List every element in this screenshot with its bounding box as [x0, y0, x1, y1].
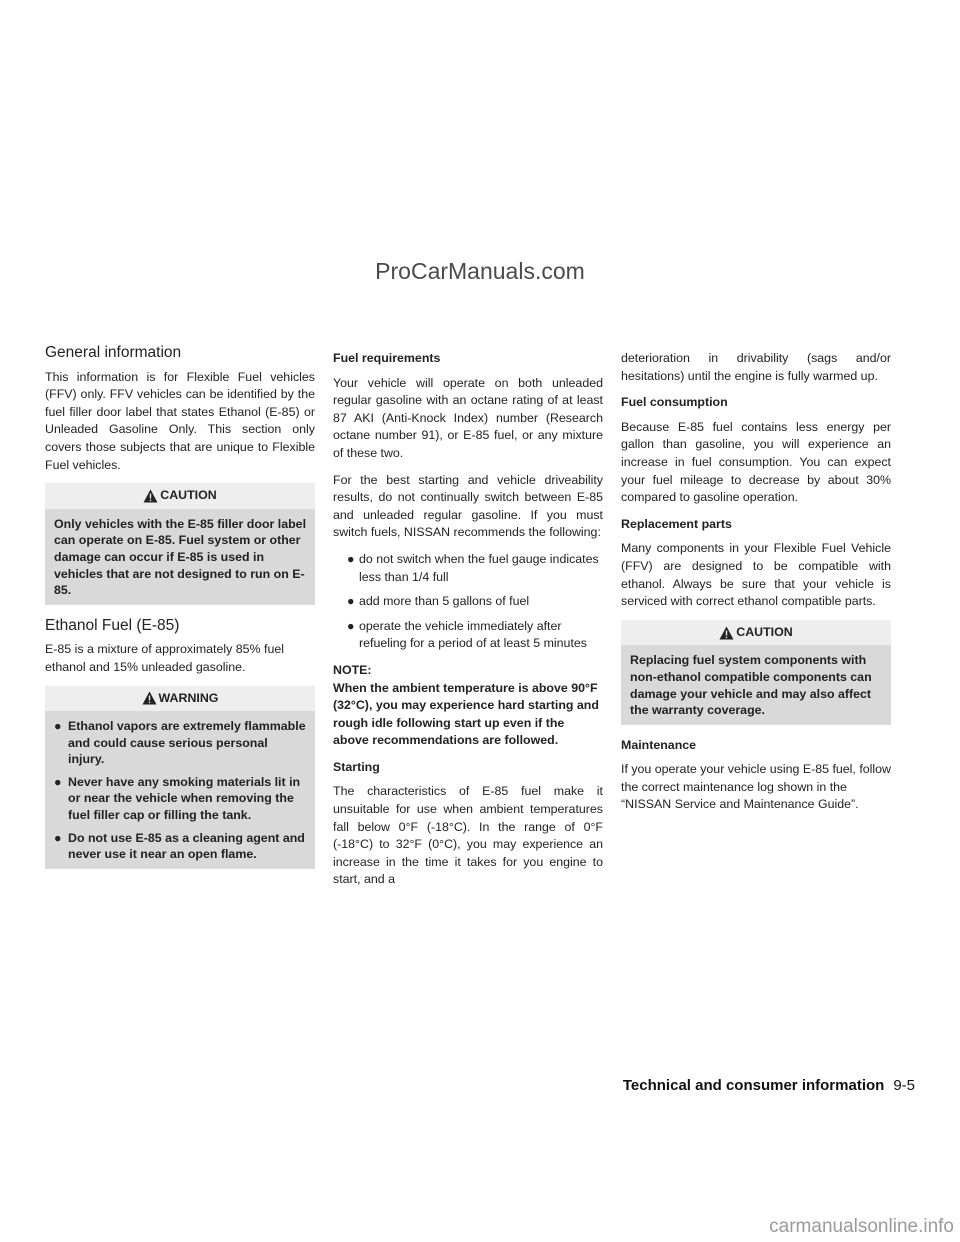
ethanol-fuel-heading: Ethanol Fuel (E-85)	[45, 616, 180, 634]
continued-text: deterioration in drivability (sags and/or hesitations) until the engine is fully warmed up.	[621, 351, 891, 383]
maintenance-heading: Maintenance	[621, 737, 697, 752]
bullet-icon: ●	[54, 774, 62, 789]
warning-item: ● Do not use E-85 as a cleaning agent and never use it near an open flame.	[54, 830, 305, 862]
fuel-consumption-heading: Fuel consumption	[621, 395, 728, 410]
warning-body	[45, 711, 315, 869]
recommendations-list	[333, 551, 603, 653]
list-item: ● do not switch when the fuel gauge indicates less than 1/4 full	[347, 551, 599, 584]
general-info-text: This information is for Flexible Fuel vehicles (FFV) only. FFV vehicles can be identified by the fuel filler door label that states Ethanol (E-85) or Unleaded Gasoline Only. This section only covers those subjects that are unique to Flexible Fuel vehicles.	[45, 369, 315, 472]
warning-box	[45, 686, 315, 869]
replacement-parts-text: Many components in your Flexible Fuel Vehicle (FFV) are designed to be compatible with ethanol. Always be sure that your vehicle is serviced with correct ethanol compatible parts.	[621, 541, 891, 609]
note-label: NOTE:	[333, 662, 372, 677]
column-1	[45, 342, 315, 881]
caution-header	[621, 620, 891, 646]
warning-item: ● Never have any smoking materials lit in or near the vehicle when removing the fuel filler cap or filling the tank.	[54, 774, 301, 823]
caution-text: Replacing fuel system components with non-ethanol compatible components can damage your vehicle and may also affect the warranty coverage.	[630, 653, 872, 718]
starting-text: The characteristics of E-85 fuel make it unsuitable for use when ambient temperatures fall below 0°F (-18°C). In the range of 0°F (-18°C) to 32°F (0°C), you may experience an increase in the time it takes for you engine to start, and a	[333, 784, 603, 887]
ethanol-fuel-text: E-85 is a mixture of approximately 85% fuel ethanol and 15% unleaded gasoline.	[45, 642, 284, 674]
bullet-icon: ●	[54, 830, 62, 845]
fuel-requirements-heading: Fuel requirements	[333, 351, 441, 365]
caution-text: Only vehicles with the E-85 filler door label can operate on E-85. Fuel system or other damage can occur if E-85 is used in vehicles that are not designed to run on E-85.	[54, 516, 307, 598]
column-2	[333, 350, 603, 898]
note-text: When the ambient temperature is above 90°F (32°C), you may experience hard starting and rough idle following start up even if the above recommendations are followed.	[333, 680, 599, 748]
watermark-bottom: carmanualsonline.info	[769, 1216, 954, 1237]
warning-triangle-icon	[143, 489, 158, 503]
fuel-requirements-text-2: For the best starting and vehicle driveability results, do not continually switch between E-85 and unleaded regular gasoline. If you must switch fuels, NISSAN recommends the following:	[333, 472, 603, 540]
warning-header	[45, 686, 315, 712]
caution-title: CAUTION	[736, 624, 793, 639]
bullet-icon: ●	[347, 594, 355, 609]
watermark-top: ProCarManuals.com	[375, 258, 585, 284]
starting-heading: Starting	[333, 759, 380, 774]
maintenance-text: If you operate your vehicle using E-85 fuel, follow the correct maintenance log shown in the “NISSAN Service and Maintenance Guide”.	[621, 762, 891, 812]
fuel-consumption-text: Because E-85 fuel contains less energy per gallon than gasoline, you will experience an increase in fuel consumption. You can expect your fuel mileage to decrease by about 30% compared to gasoline operation.	[621, 419, 891, 505]
column-3	[621, 350, 891, 823]
warning-triangle-icon	[719, 626, 734, 640]
caution-header	[45, 483, 315, 509]
caution-box-1	[45, 483, 315, 605]
fuel-requirements-text-1: Your vehicle will operate on both unleaded regular gasoline with an octane rating of at least 87 AKI (Anti-Knock Index) number (Research octane number 91), or E-85 fuel, or any mixture of these two.	[333, 375, 603, 460]
warning-item: ● Ethanol vapors are extremely flammable and could cause serious personal injury.	[54, 719, 306, 767]
caution-title: CAUTION	[160, 488, 217, 503]
footer-section-title: Technical and consumer information	[622, 1077, 885, 1094]
bullet-icon: ●	[347, 551, 355, 566]
warning-title: WARNING	[158, 690, 219, 705]
list-item: ● add more than 5 gallons of fuel	[347, 593, 603, 611]
note-block	[333, 662, 603, 750]
general-info-heading: General information	[45, 344, 182, 361]
replacement-parts-heading: Replacement parts	[621, 516, 732, 531]
bullet-icon: ●	[54, 719, 62, 734]
list-item: ● operate the vehicle immediately after refueling for a period of at least 5 minutes	[347, 618, 587, 651]
page-number: 9-5	[893, 1077, 915, 1094]
caution-box-2	[621, 620, 891, 725]
bullet-icon: ●	[347, 618, 355, 633]
page-footer	[623, 1077, 915, 1094]
warning-triangle-icon	[142, 691, 157, 705]
